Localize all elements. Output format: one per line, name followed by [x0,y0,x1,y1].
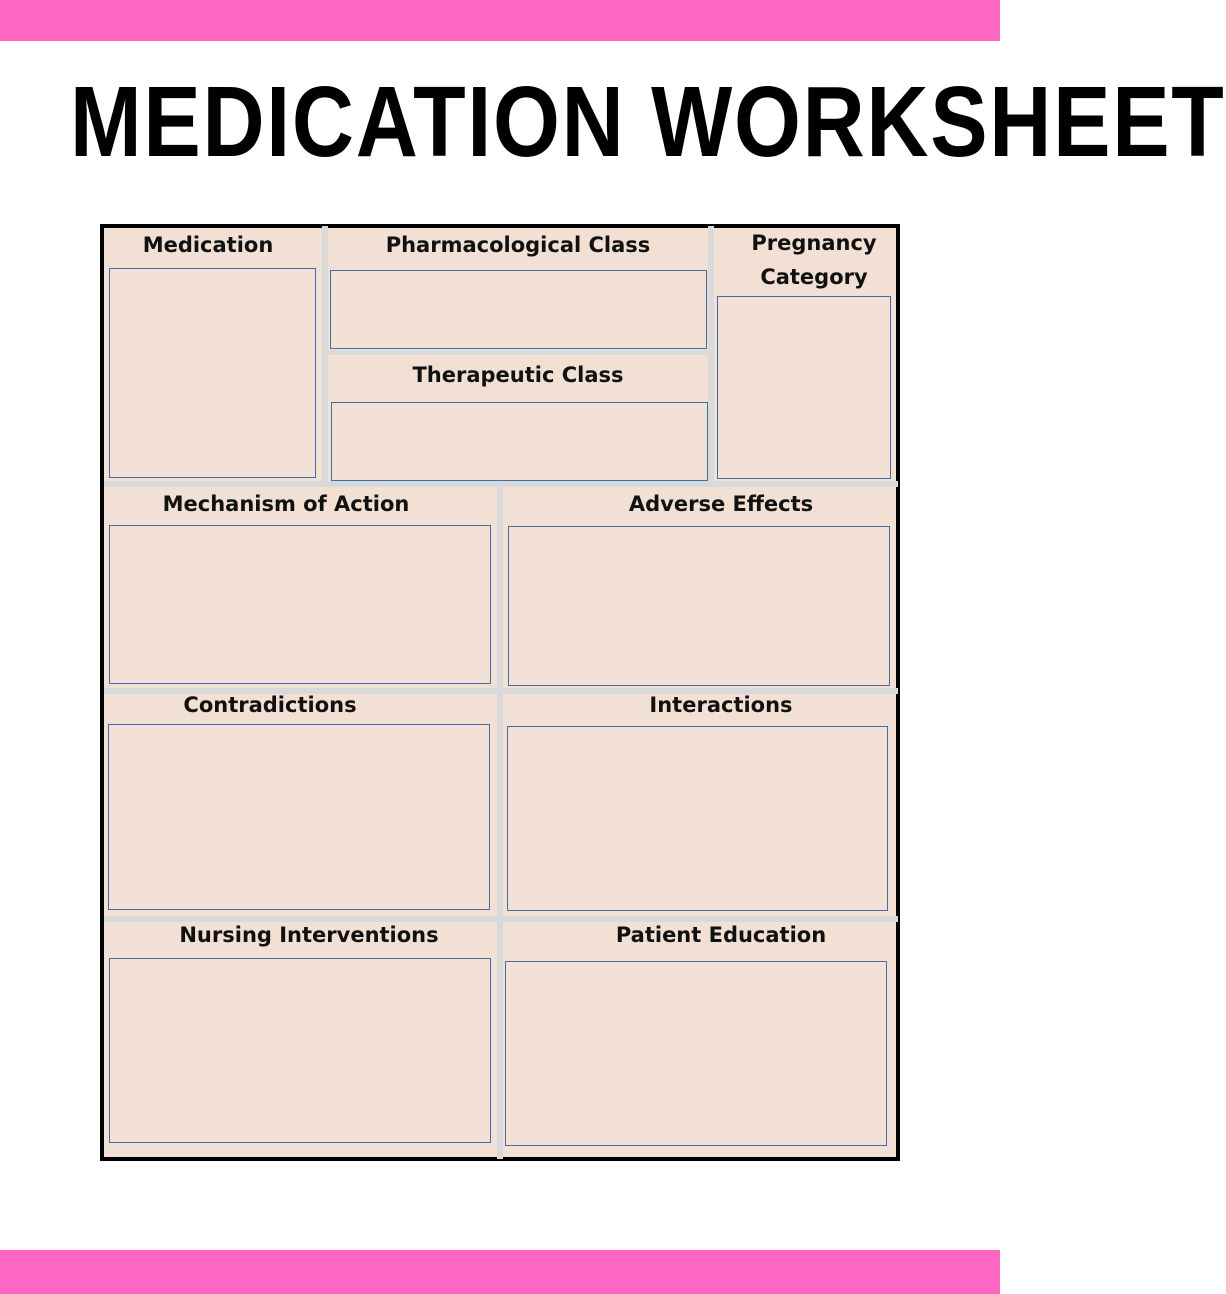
pharmacological-class-label: Pharmacological Class [385,233,651,257]
adverse-effects-label: Adverse Effects [628,492,814,516]
divider-h-pharm-therapeutic [326,350,710,355]
interactions-label: Interactions [649,693,793,717]
interactions-field[interactable] [507,726,888,911]
medication-label: Medication [142,233,274,257]
top-pink-band [0,0,1000,41]
patient-education-label: Patient Education [615,923,827,947]
mechanism-of-action-field[interactable] [109,525,491,684]
pharmacological-class-field[interactable] [330,270,707,349]
pregnancy-category-label: Pregnancy Category [751,231,877,289]
adverse-effects-field[interactable] [508,526,890,686]
pregnancy-category-field[interactable] [717,296,891,479]
mechanism-of-action-label: Mechanism of Action [162,492,410,516]
therapeutic-class-field[interactable] [331,402,708,481]
page-title: MEDICATION WORKSHEET [70,66,1226,178]
nursing-interventions-field[interactable] [109,958,491,1143]
contradictions-field[interactable] [108,724,490,910]
therapeutic-class-label: Therapeutic Class [412,363,624,387]
patient-education-field[interactable] [505,961,887,1146]
medication-field[interactable] [109,268,316,478]
nursing-interventions-label: Nursing Interventions [179,923,439,947]
divider-v-lower [497,485,503,1159]
bottom-pink-band [0,1250,1000,1294]
contradictions-label: Contradictions [183,693,357,717]
